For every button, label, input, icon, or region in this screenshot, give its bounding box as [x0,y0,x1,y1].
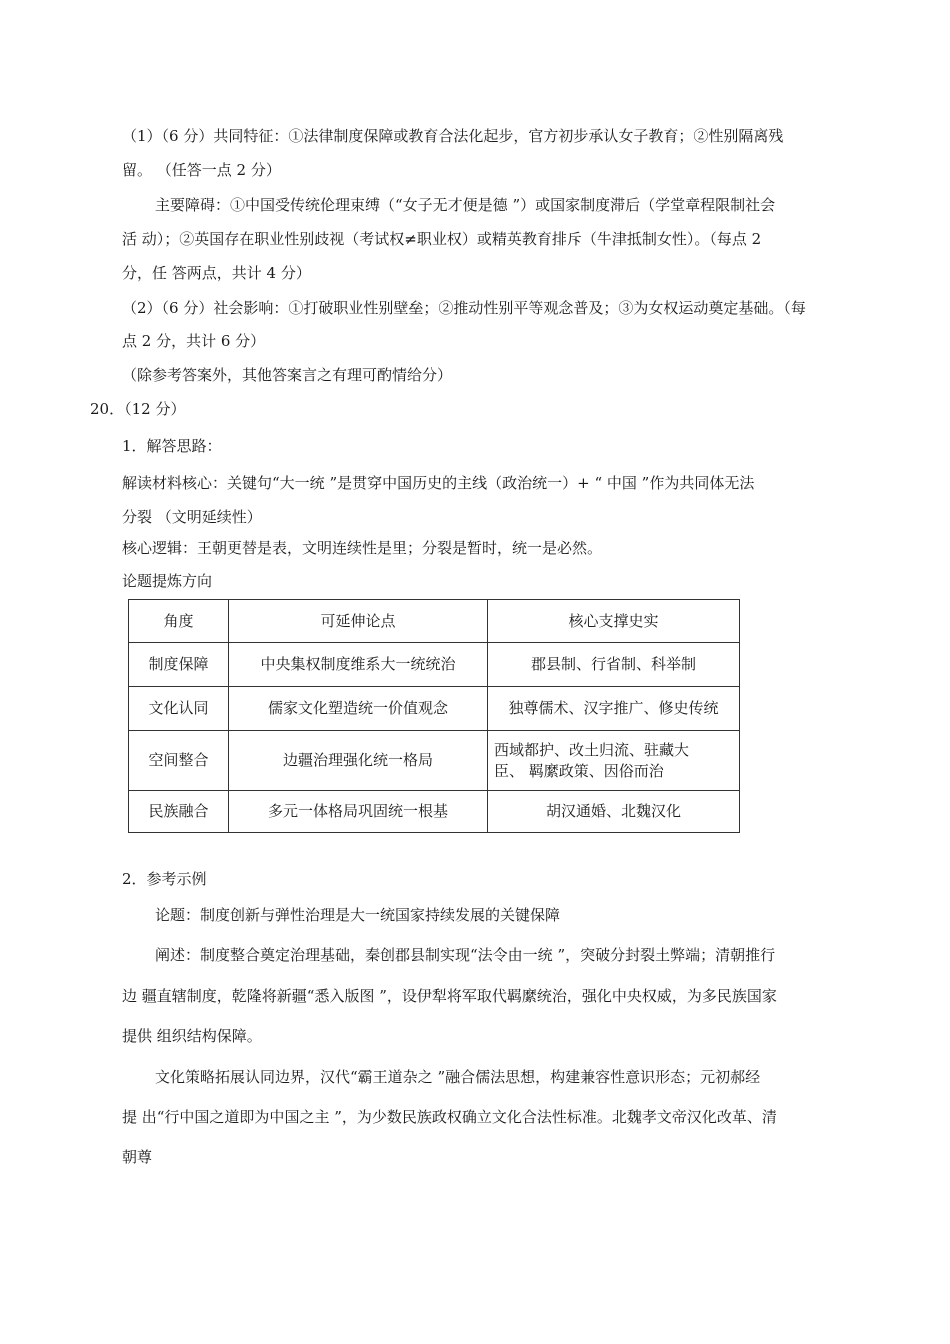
cell-point: 儒家文化塑造统一价值观念 [229,687,488,731]
header-point: 可延伸论点 [229,600,488,643]
header-angle: 角度 [129,600,229,643]
q20-para1-line1: 阐述：制度整合奠定治理基础，秦创郡县制实现“法令由一统 ”，突破分封裂土弊端；清朝推行 [155,946,776,964]
table-row [129,791,740,833]
cell-fact-line2: 臣、 羁縻政策、因俗而治 [494,761,664,780]
q19-part1-line2: 留。 （任答一点 2 分） [122,161,281,179]
table-row [129,643,740,687]
table-row [129,687,740,731]
q20-core-line1: 解读材料核心：关键句“大一统 ”是贯穿中国历史的主线（政治统一）+ “ 中国 ”作为共同体无法 [122,474,755,492]
q19-obstacles-line2: 活 动）；②英国存在职业性别歧视（考试权≠职业权）或精英教育排斥（牛津抵制女性）。（每点 2 [122,230,762,248]
cell-fact: 郡县制、行省制、科举制 [488,643,740,687]
table-caption: 论题提炼方向 [122,572,213,590]
table-row [129,731,740,791]
q20-section2-title: 2．参考示例 [122,870,207,888]
cell-fact: 胡汉通婚、北魏汉化 [488,791,740,833]
q20-para1-line2: 边 疆直辖制度，乾隆将新疆“悉入版图 ”，设伊犁将军取代羁縻统治，强化中央权威，为多民族国家 [122,987,777,1005]
cell-angle: 民族融合 [129,791,229,833]
cell-angle: 制度保障 [129,643,229,687]
q20-para2-line2: 提 出“行中国之道即为中国之主 ”，为少数民族政权确立文化合法性标准。北魏孝文帝汉化改革、清 [122,1108,777,1126]
q20-core-logic: 核心逻辑：王朝更替是表，文明连续性是里；分裂是暂时，统一是必然。 [122,539,603,557]
q20-thesis: 论题：制度创新与弹性治理是大一统国家持续发展的关键保障 [155,906,561,924]
cell-angle: 空间整合 [129,731,229,791]
q19-obstacles-line1: 主要障碍：①中国受传统伦理束缚（“女子无才便是德 ”）或国家制度滞后（学堂章程限制社会 [155,196,776,214]
cell-fact: 独尊儒术、汉字推广、修史传统 [488,687,740,731]
header-fact: 核心支撑史实 [488,600,740,643]
cell-fact [488,731,740,791]
q20-section1-title: 1．解答思路： [122,437,222,455]
q19-part2-line2: 点 2 分，共计 6 分） [122,332,266,350]
cell-point: 中央集权制度维系大一统统治 [229,643,488,687]
q20-para1-line3: 提供 组织结构保障。 [122,1027,262,1045]
q19-grading-note: （除参考答案外，其他答案言之有理可酌情给分） [122,366,453,384]
q19-part2-line1: （2）（6 分）社会影响：①打破职业性别壁垒；②推动性别平等观念普及；③为女权运动奠定基础。（每 [122,299,806,317]
q20-para2-line1: 文化策略拓展认同边界，汉代“霸王道杂之 ”融合儒法思想，构建兼容性意识形态；元初郝经 [155,1068,761,1086]
table-header-row [129,600,740,643]
cell-fact-line1: 西域都护、改土归流、驻藏大 [494,740,690,759]
q20-heading: 20．（12 分） [90,400,186,418]
cell-point: 多元一体格局巩固统一根基 [229,791,488,833]
q20-para2-line3: 朝尊 [122,1148,153,1166]
q19-part1-line1: （1）（6 分）共同特征：①法律制度保障或教育合法化起步，官方初步承认女子教育；②性别隔离残 [122,127,784,145]
thesis-direction-table [128,599,740,833]
cell-point: 边疆治理强化统一格局 [229,731,488,791]
q20-core-line2: 分裂 （文明延续性） [122,508,262,526]
q19-obstacles-line3: 分，任 答两点，共计 4 分） [122,264,311,282]
cell-angle: 文化认同 [129,687,229,731]
